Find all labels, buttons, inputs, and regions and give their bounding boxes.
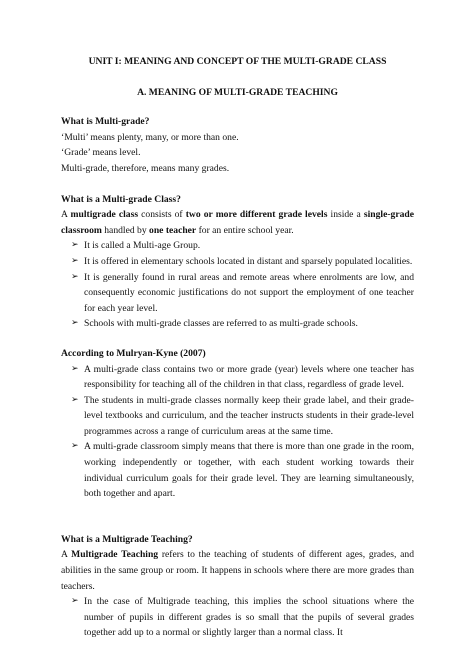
definition-line: ‘Grade’ means level.: [61, 147, 141, 159]
list-item: [61, 594, 414, 641]
list-item-text: A multi-grade classroom simply means that there is more than one grade in the room, working independently or together, with each student working towards their individual curriculum goals for their grade level. They are learning simultaneously, both together and apart.: [84, 441, 414, 500]
heading-what-is-multigrade-class: What is a Multi-grade Class?: [61, 193, 181, 205]
list-item-text: In the case of Multigrade teaching, this implies the school situations where the number of pupils in different grades is so small that the pupils of several grades together add up to a normal or slightly larger than a normal class. It: [84, 596, 414, 639]
bullet-list: [61, 594, 414, 641]
bold-term: single-grade classroom: [61, 209, 414, 236]
section-subtitle: A. MEANING OF MULTI-GRADE TEACHING: [137, 86, 338, 98]
text-run: A: [61, 549, 72, 561]
arrow-bullet-icon: ➢: [71, 394, 79, 405]
text-run: consists of: [138, 209, 186, 221]
list-item: [61, 316, 414, 332]
text-run: for an entire school year.: [196, 224, 294, 236]
document-title: UNIT I: MEANING AND CONCEPT OF THE MULTI-GRADE CLASS: [88, 56, 387, 67]
definition-line: Multi-grade, therefore, means many grades.: [61, 162, 230, 174]
heading-multigrade-teaching: What is a Multigrade Teaching?: [61, 533, 193, 545]
teaching-definition-paragraph: [61, 547, 414, 594]
arrow-bullet-icon: ➢: [71, 240, 79, 251]
list-item-text: A multi-grade class contains two or more grade (year) levels where one teacher has responsibility for teaching all of the children in that class, regardless of grade level.: [84, 363, 414, 391]
arrow-bullet-icon: ➢: [71, 596, 79, 607]
list-item: [61, 362, 414, 393]
bullet-list: [61, 362, 414, 502]
arrow-bullet-icon: ➢: [71, 441, 79, 452]
bold-term: multigrade class: [70, 209, 139, 221]
list-item: [61, 439, 414, 501]
arrow-bullet-icon: ➢: [71, 318, 79, 329]
text-run: A: [61, 209, 71, 221]
list-item: [61, 254, 414, 270]
bullet-list: [61, 238, 414, 332]
list-item-text: It is called a Multi-age Group.: [84, 240, 201, 252]
list-item-text: It is generally found in rural areas and remote areas where enrolments are low, and consequently economic justifications do not support the employment of one teacher for each year level.: [84, 271, 414, 314]
bold-term: two or more different grade levels: [185, 209, 328, 221]
arrow-bullet-icon: ➢: [71, 271, 79, 282]
text-run: inside a: [327, 209, 364, 221]
list-item: [61, 238, 414, 254]
class-definition-paragraph: [61, 207, 414, 238]
list-item: [61, 270, 414, 317]
list-item-text: It is offered in elementary schools located in distant and sparsely populated localities.: [84, 255, 413, 267]
list-item: [61, 393, 414, 440]
bold-term: Multigrade Teaching: [71, 549, 159, 561]
list-item-text: The students in multi-grade classes normally keep their grade label, and their grade-level textbooks and curriculum, and the teacher instructs students in their grade-level programmes across a range of curriculum areas at the same time.: [84, 394, 414, 437]
arrow-bullet-icon: ➢: [71, 363, 79, 374]
arrow-bullet-icon: ➢: [71, 255, 79, 266]
bold-term: one teacher: [149, 224, 197, 236]
heading-what-is-multigrade: What is Multi-grade?: [61, 116, 150, 128]
heading-mulryan-kyne: According to Mulryan-Kyne (2007): [61, 347, 206, 359]
text-run: handled by: [101, 224, 150, 236]
list-item-text: Schools with multi-grade classes are referred to as multi-grade schools.: [84, 318, 358, 330]
definition-line: ‘Multi’ means plenty, many, or more than one.: [61, 131, 239, 143]
text-run: refers to the teaching of students of different ages, grades, and abilities in the same group or room. It happens in schools where there are more grades than teachers.: [61, 549, 414, 592]
